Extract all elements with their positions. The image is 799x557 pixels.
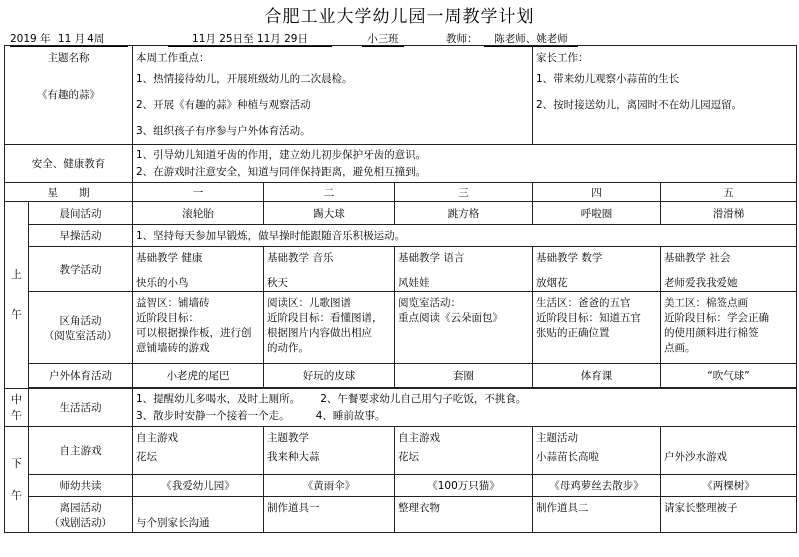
period-char: 下: [11, 456, 22, 470]
free-game-cell: [133, 427, 264, 475]
teaching-cell: [133, 247, 264, 292]
reading-label: 师幼共读: [29, 475, 133, 497]
life-line: [136, 391, 793, 408]
morning-activity-cell: 踢大球: [264, 202, 395, 225]
leave-line: [267, 516, 391, 531]
weekday-row: [5, 183, 797, 202]
teaching-topic: 快乐的小鸟: [136, 277, 189, 289]
leave-cell: [533, 497, 661, 533]
work-focus-title: 本周工作重点：: [136, 52, 210, 64]
weekday-mon: 一: [133, 183, 264, 202]
area-cell: [395, 292, 533, 364]
life-item: 4、睡前故事。: [315, 409, 386, 422]
area-line: 阅读区：儿歌图谱: [267, 297, 351, 309]
teaching-topic: 秋天: [267, 277, 288, 289]
weekday-label: 星 期: [5, 183, 133, 202]
leave-line: [136, 501, 260, 516]
period-char: 上: [11, 268, 22, 281]
exercise-row: [5, 225, 797, 247]
life-item: 2、午餐要求幼儿自己用勺子吃饭，不挑食。: [320, 392, 527, 405]
leave-line: 整理衣物: [398, 502, 440, 514]
area-line: 的动作。: [267, 342, 309, 354]
area-line: [398, 326, 529, 341]
morning-activity-cell: 滑滑梯: [661, 202, 797, 225]
leave-line: [536, 516, 657, 531]
life-item: 3、散步时安静一个接着一个走。: [136, 409, 290, 422]
period-char: 中: [11, 392, 22, 406]
outdoor-label: 户外体育活动: [29, 364, 133, 388]
leave-cell: [395, 497, 533, 533]
teaching-subject: 基础教学 社会: [664, 252, 731, 264]
leave-sublabel: （戏剧活动）: [49, 516, 112, 529]
period-char: 午: [11, 308, 22, 321]
teaching-cell: [395, 247, 533, 292]
safety-row: [5, 145, 797, 183]
morning-activity-cell: 滚轮胎: [133, 202, 264, 225]
reading-cell: 《我爱幼儿园》: [133, 475, 264, 497]
leave-label-cell: [29, 497, 133, 533]
parent-work-cell: [533, 46, 797, 145]
area-line: 近阶段目标：: [136, 312, 199, 324]
area-line: 益智区：铺墙砖: [136, 297, 210, 309]
morning-activity-cell: 呼啦圈: [533, 202, 661, 225]
leave-line: 制作道具一: [267, 502, 320, 514]
free-game-name: 花坛: [398, 451, 419, 463]
weekday-thu: 四: [533, 183, 661, 202]
leave-line: [398, 516, 529, 531]
area-line: 近阶段目标：学会正确: [664, 312, 769, 324]
work-focus-item: 1、热情接待幼儿，开展班级幼儿的二次晨检。: [136, 73, 353, 85]
area-cell: [533, 292, 661, 364]
free-game-name: 我来种大蒜: [267, 451, 320, 463]
parent-work-item: 1、带来幼儿观察小蒜苗的生长: [536, 73, 680, 85]
area-line: 美工区：棉签点画: [664, 297, 748, 309]
leave-cell: [661, 497, 797, 533]
year-value: 2019: [10, 33, 37, 45]
year-label: 年: [40, 33, 51, 45]
free-game-cell: [395, 427, 533, 475]
exercise-label: 早操活动: [29, 225, 133, 247]
outdoor-cell: 套圈: [395, 364, 533, 388]
area-line: 的使用颜料进行棉签: [664, 327, 759, 339]
life-row: [5, 389, 797, 427]
reading-cell: 《两棵树》: [661, 475, 797, 497]
teaching-subject: 基础教学 健康: [136, 252, 203, 264]
weekday-wed: 三: [395, 183, 533, 202]
week-value: 4: [87, 33, 94, 45]
leave-line: [664, 516, 793, 531]
outdoor-cell: 小老虎的尾巴: [133, 364, 264, 388]
area-cell: [661, 292, 797, 364]
reading-cell: 《黄雨伞》: [264, 475, 395, 497]
free-game-type: 主题活动: [536, 432, 578, 444]
area-line: 重点阅读《云朵面包》: [398, 312, 503, 324]
reading-cell: 《母鸡萝丝去散步》: [533, 475, 661, 497]
safety-cell: [133, 145, 797, 183]
free-game-type: 自主游戏: [136, 432, 178, 444]
parent-work-title: 家长工作：: [536, 52, 589, 64]
theme-row: [5, 46, 797, 145]
leave-line: 制作道具二: [536, 502, 589, 514]
safety-item: 1、引导幼儿知道牙齿的作用，建立幼儿初步保护牙齿的意识。: [136, 148, 427, 161]
weekly-plan-table: [4, 45, 797, 533]
reading-row: [5, 475, 797, 497]
area-line: 张贴的正确位置: [536, 327, 610, 339]
period-morning: [5, 202, 29, 389]
parent-work-item: 2、按时接送幼儿，离园时不在幼儿园逗留。: [536, 99, 743, 111]
area-row: [5, 292, 797, 364]
theme-cell: [5, 46, 133, 145]
area-line: 阅览室活动：: [398, 297, 461, 309]
work-focus-item: 2、开展《有趣的蒜》种植与观察活动: [136, 99, 311, 111]
theme-value: 《有趣的蒜》: [37, 89, 100, 101]
reading-cell: 《100万只猫》: [395, 475, 533, 497]
leave-row: [5, 497, 797, 533]
area-label: 区角活动: [59, 314, 102, 327]
area-cell: [264, 292, 395, 364]
exercise-text: 1、坚持每天参加早锻炼，做早操时能跟随音乐积极运动。: [133, 225, 797, 247]
area-line: 根据图片内容做出相应: [267, 327, 372, 339]
outdoor-cell: 好玩的皮球: [264, 364, 395, 388]
teaching-cell: [264, 247, 395, 292]
week-label: 周: [93, 33, 105, 45]
area-line: [398, 341, 529, 356]
outdoor-row: [5, 364, 797, 388]
teaching-cell: [533, 247, 661, 292]
teachers: 陈老师、姚老师: [484, 32, 578, 47]
area-line: 意铺墙砖的游戏: [136, 342, 210, 354]
free-game-label: 自主游戏: [29, 427, 133, 475]
area-sublabel: （阅览室活动）: [43, 329, 118, 342]
area-line: 点画。: [664, 342, 696, 354]
teaching-topic: 风娃娃: [398, 277, 430, 289]
leave-line: 与个别家长沟通: [136, 517, 210, 529]
free-game-row: [5, 427, 797, 475]
period-noon: [5, 389, 29, 427]
free-game-cell: [533, 427, 661, 475]
area-cell: [133, 292, 264, 364]
morning-activity-label: 晨间活动: [29, 202, 133, 225]
month-value: 11: [57, 33, 72, 45]
free-game-name: 花坛: [136, 451, 157, 463]
free-game-type: 自主游戏: [398, 432, 440, 444]
class-name: 小三班: [362, 32, 404, 47]
teacher-label: 教师：: [446, 33, 478, 45]
outdoor-cell: “吹气球”: [661, 364, 797, 388]
area-label-cell: [29, 292, 133, 364]
life-item: 1、提醒幼儿多喝水，及时上厕所。: [136, 392, 301, 405]
teaching-row: [5, 247, 797, 292]
life-cell: [133, 389, 797, 427]
outdoor-cell: 体育课: [533, 364, 661, 388]
free-game-type: [664, 431, 793, 446]
theme-label: 主题名称: [47, 52, 90, 64]
work-focus-item: 3、组织孩子有序参与户外体育活动。: [136, 125, 311, 137]
period-char: 午: [11, 488, 22, 502]
leave-line: 请家长整理被子: [664, 502, 738, 514]
area-line: [536, 341, 657, 356]
leave-cell: [264, 497, 395, 533]
weekday-fri: 五: [661, 183, 797, 202]
area-line: 生活区：爸爸的五官: [536, 297, 631, 309]
leave-cell: [133, 497, 264, 533]
page-title: 合肥工业大学幼儿园一周教学计划: [264, 7, 535, 27]
area-line: 近阶段目标：看懂图谱，: [267, 312, 383, 324]
area-line: 近阶段目标：知道五官: [536, 312, 641, 324]
work-focus-cell: [133, 46, 533, 145]
area-line: 可以根据操作板，进行创: [136, 327, 252, 339]
teaching-subject: 基础教学 音乐: [267, 252, 334, 264]
morning-activity-cell: 跳方格: [395, 202, 533, 225]
life-label: 生活活动: [29, 389, 133, 427]
free-game-cell: [661, 427, 797, 475]
weekday-tue: 二: [264, 183, 395, 202]
safety-label: 安全、健康教育: [5, 145, 133, 183]
free-game-name: 小蒜苗长高啦: [536, 451, 599, 463]
leave-label: 离园活动: [59, 501, 102, 514]
free-game-cell: [264, 427, 395, 475]
life-line: [136, 408, 793, 425]
free-game-name: 户外沙水游戏: [664, 451, 727, 463]
teaching-cell: [661, 247, 797, 292]
date-range: 11月 25日至 11月 29日: [168, 32, 332, 47]
period-afternoon: [5, 427, 29, 533]
morning-activity-row: [5, 202, 797, 225]
teaching-subject: 基础教学 数学: [536, 252, 603, 264]
month-label: 月: [74, 33, 86, 45]
teaching-topic: 放烟花: [536, 277, 568, 289]
teaching-label: 教学活动: [29, 247, 133, 292]
teaching-topic: 老师爱我我爱她: [664, 277, 738, 289]
teaching-subject: 基础教学 语言: [398, 252, 465, 264]
safety-item: 2、在游戏时注意安全，知道与同伴保持距离，避免相互撞到。: [136, 165, 427, 178]
free-game-type: 主题教学: [267, 432, 309, 444]
period-char: 午: [11, 408, 22, 422]
